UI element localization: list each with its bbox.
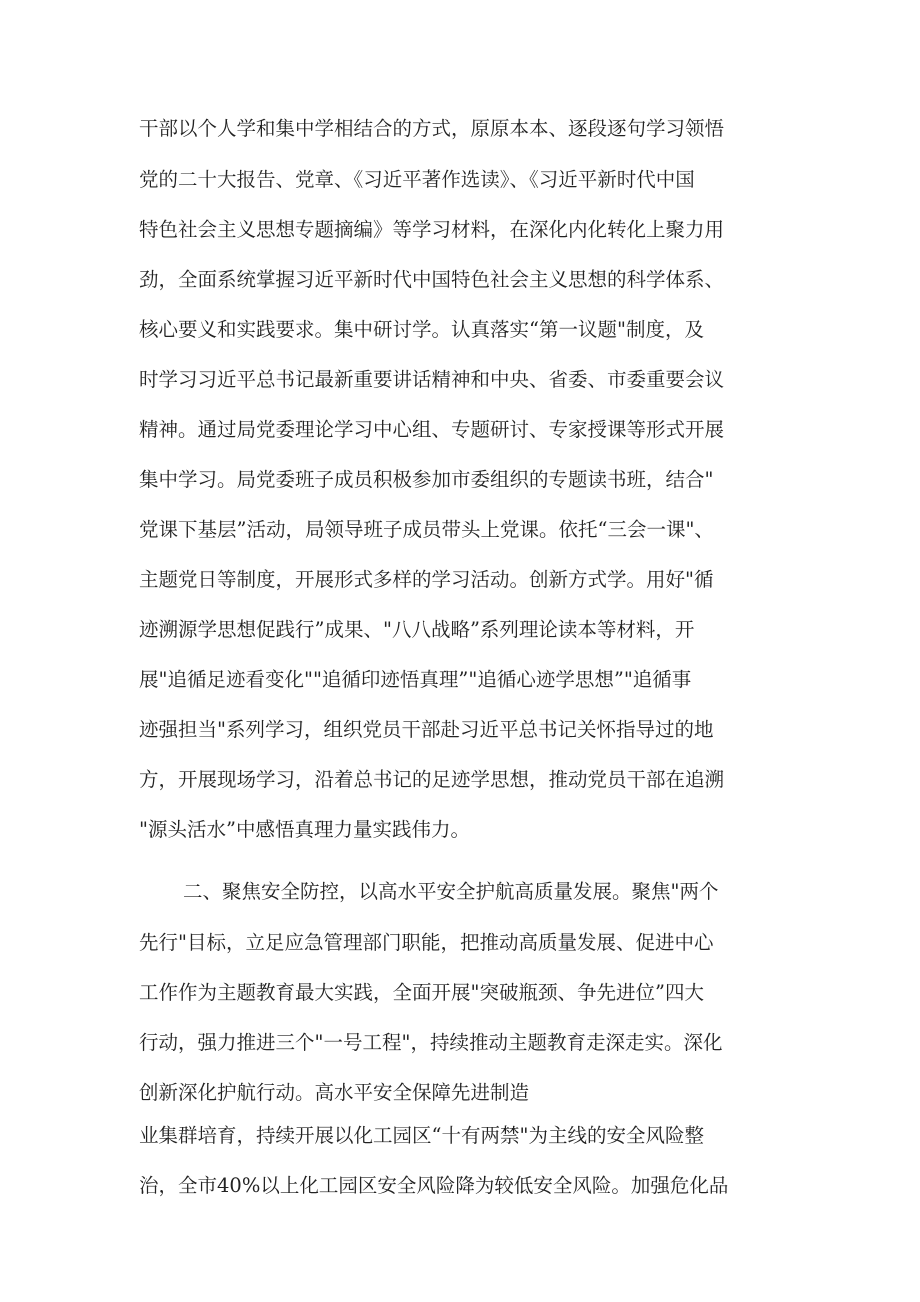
text-line: 治，全市40%以上化工园区安全风险降为较低安全风险。加强危化品: [139, 1174, 729, 1197]
text-line: 工作作为主题教育最大实践，全面开展"突破瓶颈、争先进位”四大: [139, 981, 704, 1004]
text-line: 党课下基层”活动，局领导班子成员带头上党课。依托“三会一课"、: [139, 518, 714, 541]
text-line: 方，开展现场学习，沿着总书记的足迹学思想，推动党员干部在追溯: [139, 768, 725, 791]
section-heading-line: 二、聚焦安全防控，以高水平安全护航高质量发展。聚焦"两个: [183, 880, 719, 903]
text-line: 创新深化护航行动。高水平安全保障先进制造: [139, 1081, 530, 1104]
text-line: 迹溯源学思想促践行”成果、"八八战略”系列理论读本等材料，开: [139, 618, 695, 641]
text-line: 行动，强力推进三个"一号工程"，持续推动主题教育走深走实。深化: [139, 1031, 723, 1054]
text-line: 干部以个人学和集中学相结合的方式，原原本本、逐段逐句学习领悟: [139, 117, 725, 140]
text-line: 业集群培育，持续开展以化工园区“十有两禁"为主线的安全风险整: [139, 1124, 704, 1147]
text-line: 劲，全面系统掌握习近平新时代中国特色社会主义思想的科学体系、: [139, 268, 725, 291]
text-line: 集中学习。局党委班子成员积极参加市委组织的专题读书班，结合": [139, 468, 714, 491]
text-line: 先行"目标，立足应急管理部门职能，把推动高质量发展、促进中心: [139, 931, 714, 954]
text-line: 展"追循足迹看变化""追循印迹悟真理”"追循心迹学思想”"追循事: [139, 668, 692, 691]
text-line: 精神。通过局党委理论学习中心组、专题研讨、专家授课等形式开展: [139, 418, 725, 441]
text-line: 核心要义和实践要求。集中研讨学。认真落实“第一议题"制度，及: [139, 318, 704, 341]
text-line: 党的二十大报告、党章、《习近平著作选读》、《习近平新时代中国: [139, 168, 695, 191]
text-line: 特色社会主义思想专题摘编》等学习材料，在深化内化转化上聚力用: [139, 218, 725, 241]
text-line: 主题党日等制度，开展形式多样的学习活动。创新方式学。用好"循: [139, 568, 714, 591]
text-line: 迹强担当"系列学习，组织党员干部赴习近平总书记关怀指导过的地: [139, 718, 714, 741]
text-line: 时学习习近平总书记最新重要讲话精神和中央、省委、市委重要会议: [139, 368, 725, 391]
text-line: "源头活水”中感悟真理力量实践伟力。: [139, 818, 470, 841]
